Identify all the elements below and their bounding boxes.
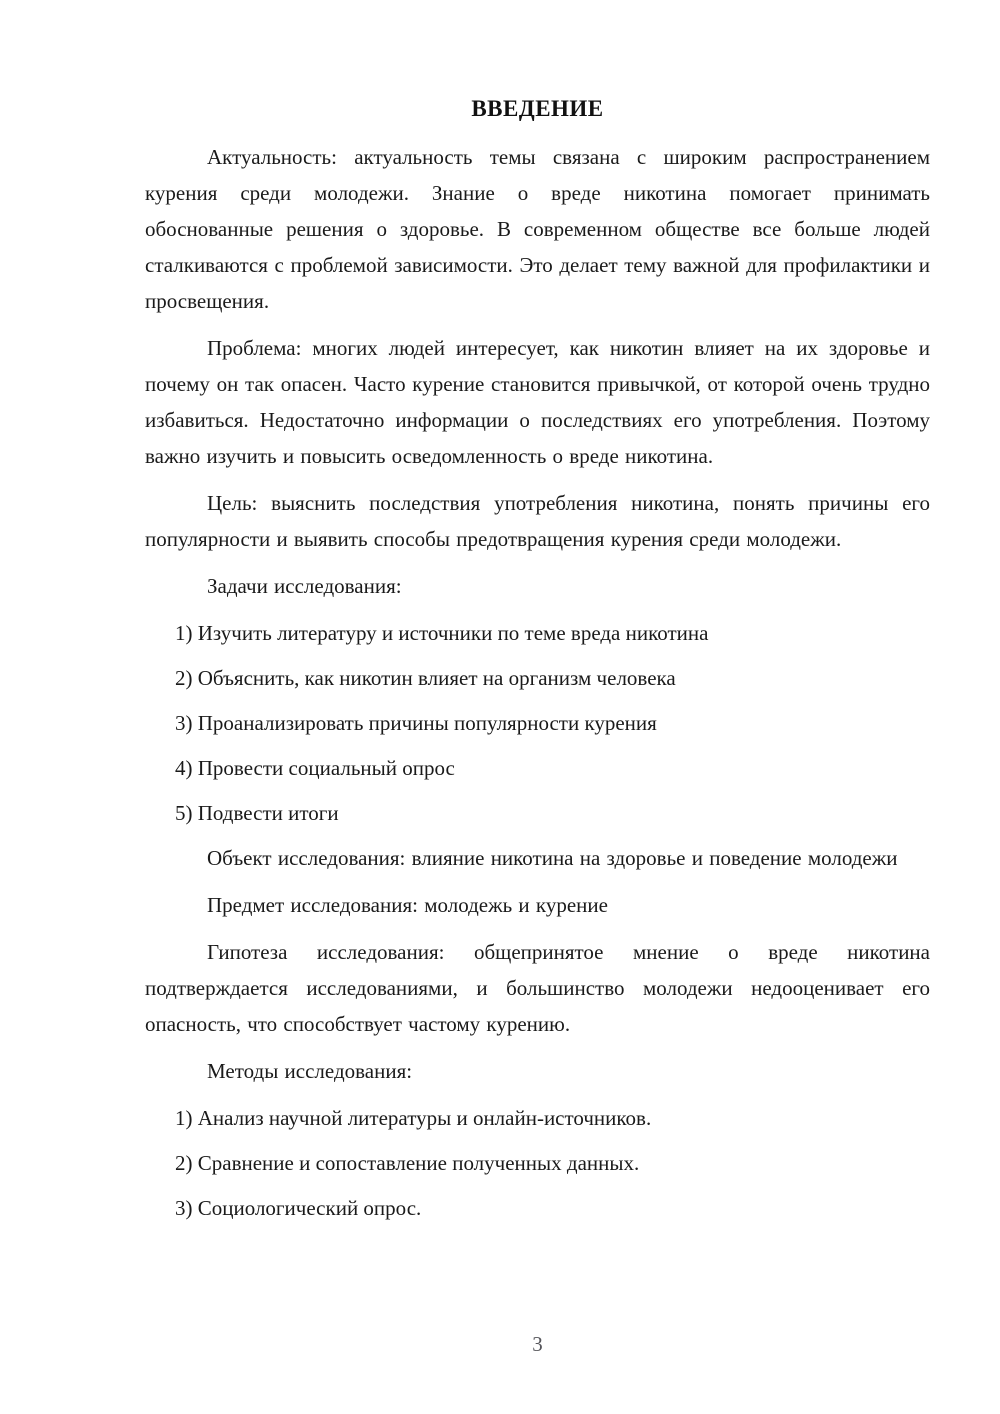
task-item-4: 4) Провести социальный опрос [175,756,455,780]
task-item-5: 5) Подвести итоги [175,801,339,825]
heading-research-methods: Методы исследования: [207,1059,413,1083]
paragraph-research-object: Объект исследования: влияние никотина на здоровье и поведение молодежи [207,846,898,870]
paragraph-research-subject: Предмет исследования: молодежь и курение [207,893,608,917]
task-item-3: 3) Проанализировать причины популярности курения [175,711,657,735]
method-item-2: 2) Сравнение и сопоставление полученных данных. [175,1151,640,1175]
heading-research-tasks: Задачи исследования: [207,574,402,598]
research-methods-list [145,1100,930,1226]
task-item-2: 2) Объяснить, как никотин влияет на организм человека [175,666,676,690]
page-content [145,95,930,1235]
paragraph-problem: Проблема: многих людей интересует, как никотин влияет на их здоровье и почему он так опасен. Часто курение становится привычкой, от которой очень трудно избавиться. Недостаточно информации о последствиях его употребления. Поэтому важно изучить и повысить осведомленность о вреде никотина. [145,336,930,468]
method-item-3: 3) Социологический опрос. [175,1196,422,1220]
paragraph-hypothesis: Гипотеза исследования: общепринятое мнение о вреде никотина подтверждается исследованиями, и большинство молодежи недооценивает его опасность, что способствует частому курению. [145,940,930,1036]
paragraph-relevance: Актуальность: актуальность темы связана с широким распространением курения среди молодежи. Знание о вреде никотина помогает принимать обоснованные решения о здоровье. В современном обществе все больше людей сталкиваются с проблемой зависимости. Это делает тему важной для профилактики и просвещения. [145,145,930,313]
page-number: 3 [532,1332,543,1356]
page-title: ВВЕДЕНИЕ [471,96,604,121]
task-item-1: 1) Изучить литературу и источники по теме вреда никотина [175,621,709,645]
paragraph-goal: Цель: выяснить последствия употребления никотина, понять причины его популярности и выявить способы предотвращения курения среди молодежи. [145,491,930,551]
method-item-1: 1) Анализ научной литературы и онлайн-источников. [175,1106,652,1130]
research-tasks-list [145,615,930,831]
